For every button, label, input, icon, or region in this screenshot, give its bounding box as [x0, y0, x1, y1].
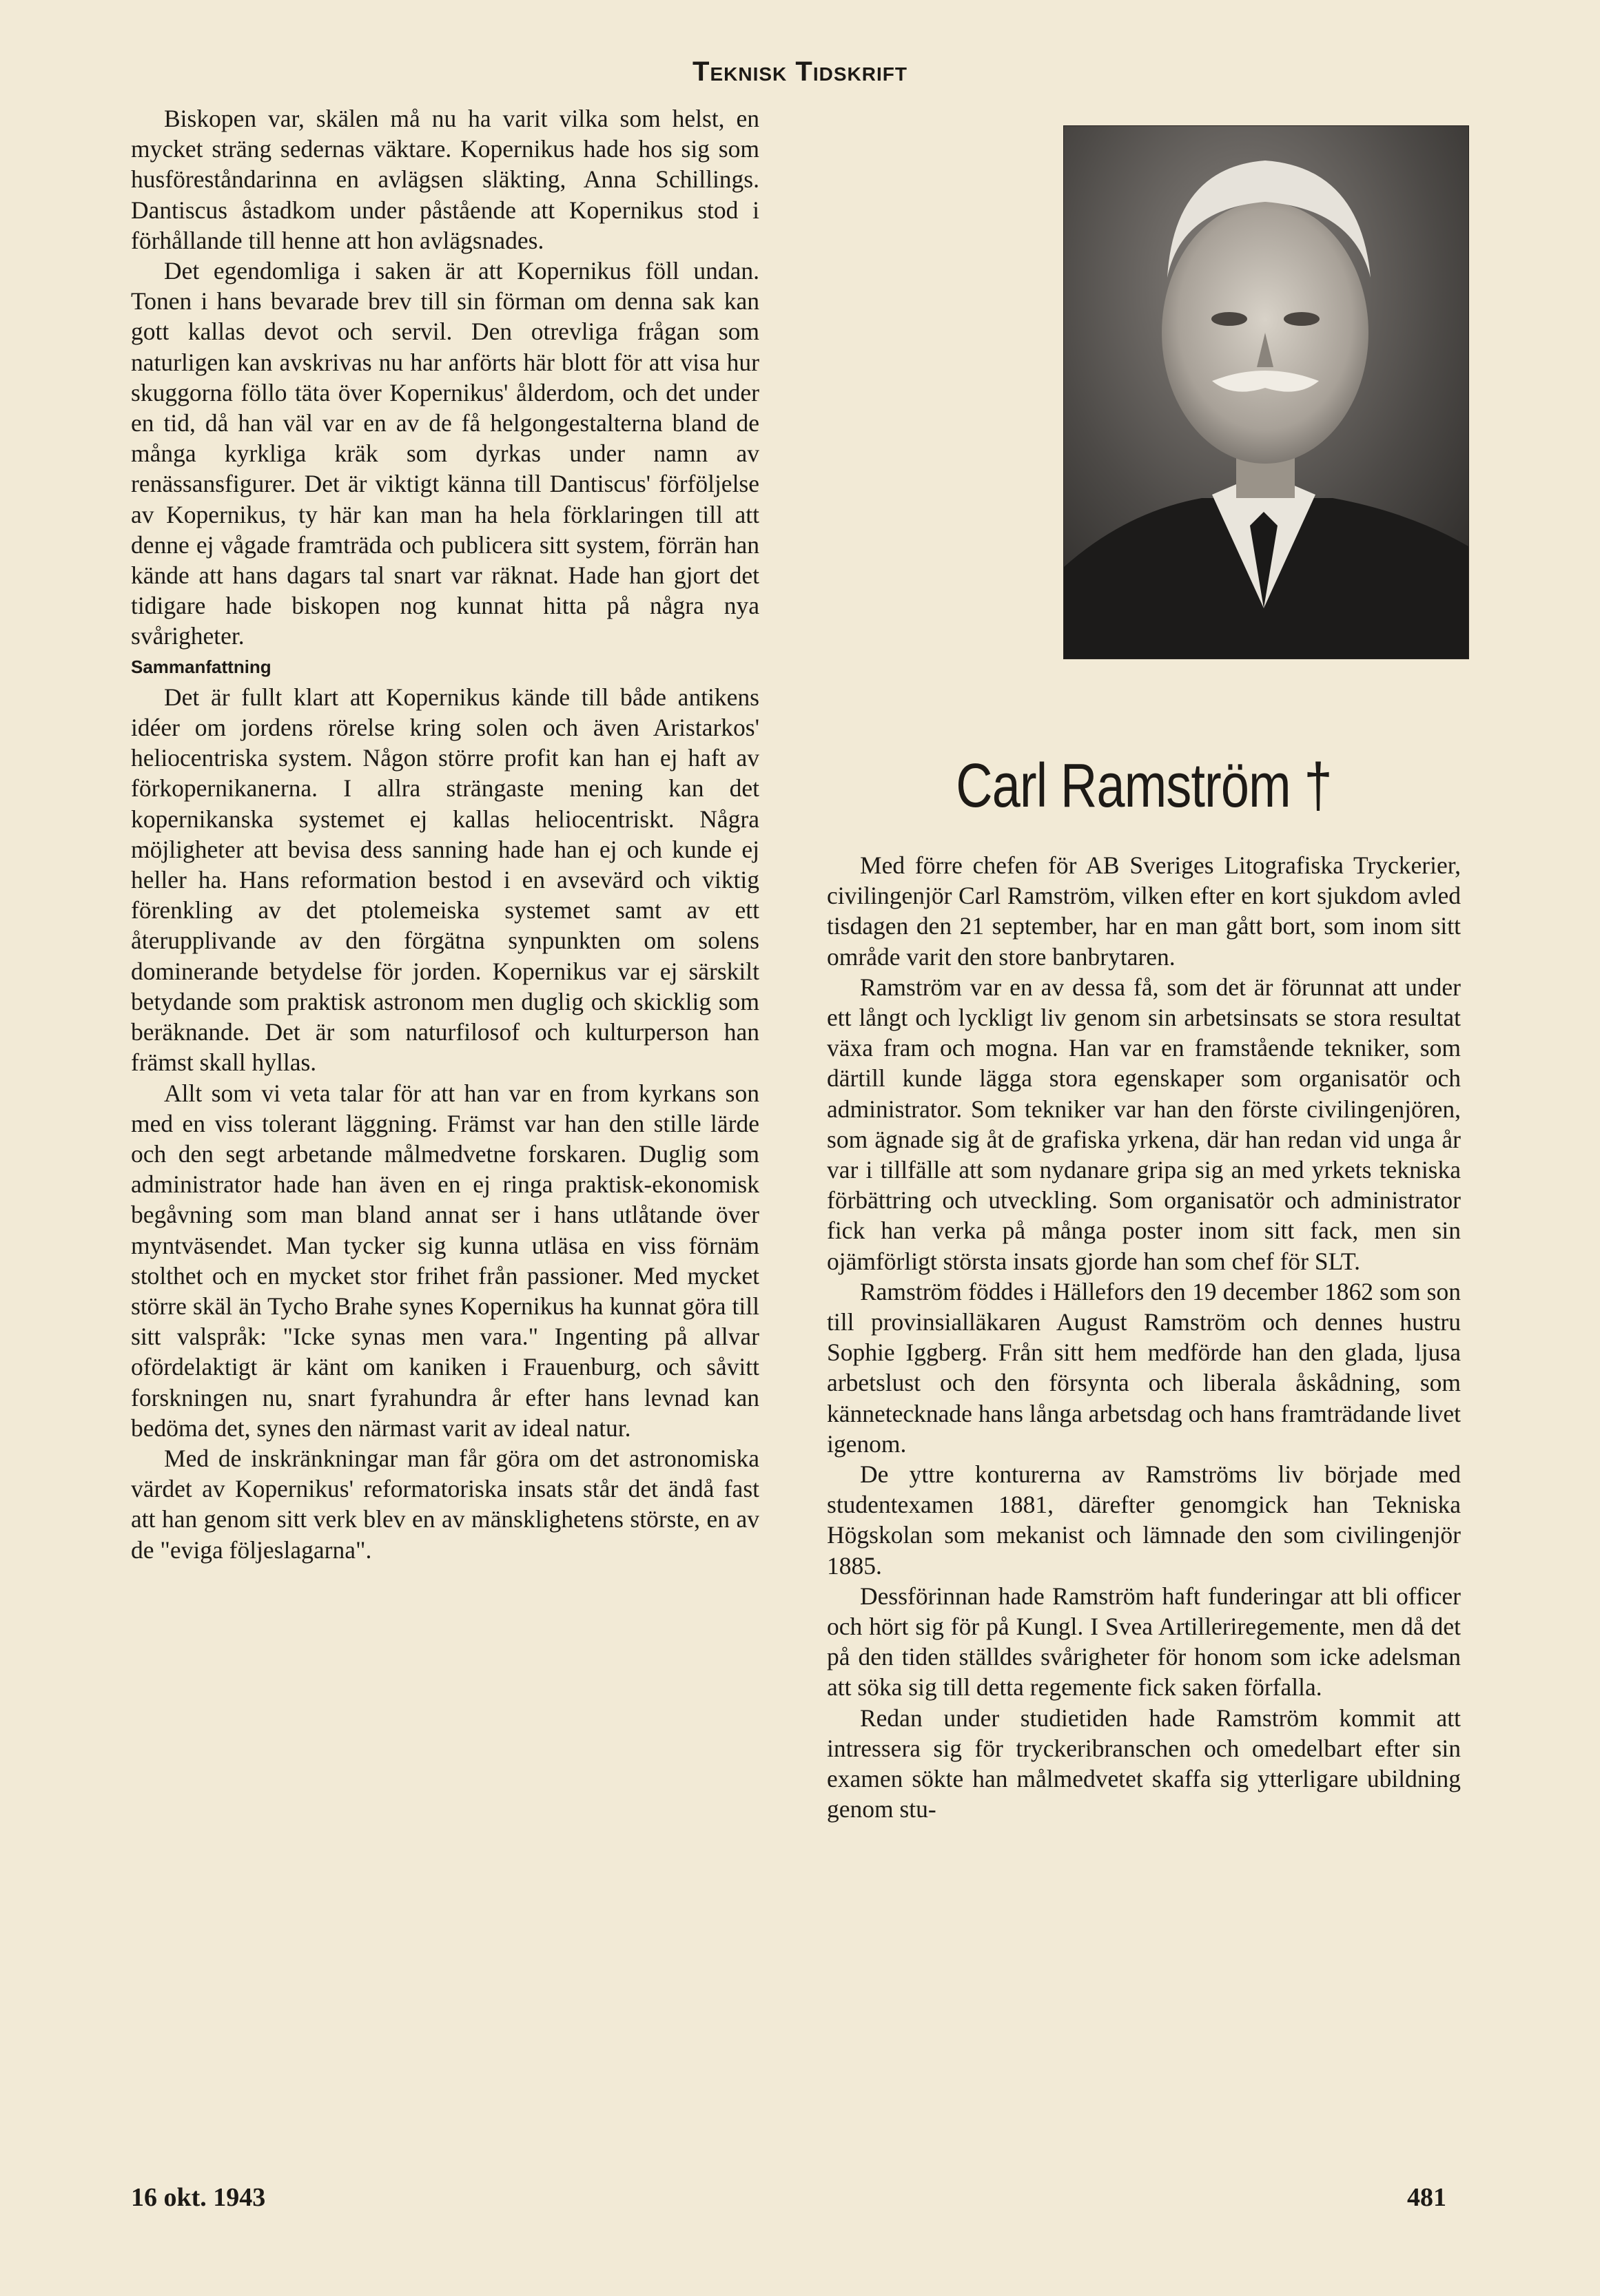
paragraph: Ramström föddes i Hällefors den 19 december 1862 som son till provinsialläkaren August Ramström och dennes hustru Sophie Iggberg. Från sitt hem medförde han den glada, ljusa arbetslust och den försynta och liberala åskådning, som kännetecknade hans långa arbetsdag och hans framträdande livet igenom. — [827, 1277, 1461, 1458]
paragraph: Allt som vi veta talar för att han var en from kyrkans son med en viss tolerant läggning. Främst var han den stille lärde och den segt arbetande målmedvetne forskaren. Duglig som administrator hade han även en ej ringa praktisk-ekonomisk begåvning som man bland annat ser i hans utlåtande över myntväsendet. Man tycker sig kunna utläsa en viss förnäm stolthet och en mycket stor frihet från passioner. Med mycket större skäl än Tycho Brahe synes Kopernikus ha kunnat göra till sitt valspråk: "Icke synas men vara." Ingenting på allvar ofördelaktigt är känt om kaniken i Frauenburg, och såvitt forskningen nu, snart fyrahundra år efter hans levnad kan bedöma det, synes den närmast varit av ideal natur. — [131, 1079, 759, 1442]
obituary-title: Carl Ramström † — [956, 752, 1332, 820]
paragraph: Med förre chefen för AB Sveriges Litografiska Tryckerier, civilingenjör Carl Ramström, vilken efter en kort sjukdom avled tisdagen den 21 september, har en man gått bort, som inom sitt område varit den store banbrytaren. — [827, 851, 1461, 971]
paragraph: Det är fullt klart att Kopernikus kände till både antikens idéer om jordens rörelse kring solen och även Aristarkos' heliocentriska system. Någon större profit kan han ej haft av förkopernikanerna. I allra strängaste mening kan det kopernikanska systemet ej kallas heliocentriskt. Några möjligheter att bevisa dess sanning hade han ej och kunde ej heller ha. Hans reformation bestod i en avsevärd och viktig förenkling av det ptolemeiska systemet samt av ett återupplivande av den förgätna synpunkten om solens dominerande betydelse för jorden. Kopernikus var ej särskilt betydande som praktisk astronom men duglig och skicklig som beräknande. Det är som naturfilosof och kulturperson han främst skall hyllas. — [131, 683, 759, 1077]
paragraph: Med de inskränkningar man får göra om det astronomiska värdet av Kopernikus' reformatoriska insats står det ändå fast att han genom sitt verk blev en av mänsklighetens störste, en av de "eviga följeslagarna". — [131, 1444, 759, 1564]
left-column — [131, 103, 759, 1565]
journal-header: Teknisk Tidskrift — [693, 56, 907, 87]
page-number: 481 — [1407, 2183, 1446, 2212]
footer-date: 16 okt. 1943 — [131, 2183, 266, 2212]
portrait-photo — [1063, 125, 1469, 659]
right-column — [827, 850, 1461, 1825]
paragraph: Dessförinnan hade Ramström haft funderingar att bli officer och hört sig för på Kungl. I Svea Artilleriregemente, men då det på den tiden ställdes svårigheter för honom som icke adelsman att söka sig till detta regemente fick saken förfalla. — [827, 1582, 1461, 1702]
paragraph: Biskopen var, skälen må nu ha varit vilka som helst, en mycket sträng sedernas väktare. Kopernikus hade hos sig som husföreståndarinna en avlägsen släkting, Anna Schillings. Dantiscus åstadkom under påstående att Kopernikus stod i förhållande till henne att hon avlägsnades. — [131, 105, 759, 254]
paragraph: Det egendomliga i saken är att Kopernikus föll undan. Tonen i hans bevarade brev till sin förman om denna sak kan gott kallas devot och servil. Den otrevliga frågan som naturligen kan avskrivas nu har anförts här blott för att visa hur skuggorna föllo täta över Kopernikus' ålderdom, och det under en tid, då han väl var en av de få helgongestalterna bland de många kyrkliga kräk som dyrkas under namn av renässansfigurer. Det är viktigt känna till Dantiscus' förföljelse av Kopernikus, ty här kan man ha hela förklaringen till att denne ej vågade framträda och publicera sitt system, förrän han kände att hans dagars tal snart var räknat. Hade han gjort det tidigare hade biskopen nog kunnat hitta på några nya svårigheter. — [131, 257, 759, 650]
paragraph: Redan under studietiden hade Ramström kommit att intressera sig för tryckeribranschen och omedelbart efter sin examen sökte han målmedvetet skaffa sig ytterligare ubildning genom stu- — [827, 1704, 1461, 1823]
paragraph: Ramström var en av dessa få, som det är förunnat att under ett långt och lyckligt liv genom sin arbetsinsats se stora resultat växa fram och mogna. Han var en framstående tekniker, som därtill kunde lägga stora egenskaper som organisatör och administrator. Som tekniker var han den förste civilingenjören, som ägnade sig åt de grafiska yrkena, där han redan vid unga år var i tillfälle att som nydanare gripa sig an med yrkets tekniska förbättring och utveckling. Som organisatör och administrator fick han verka på många poster inom sitt fack, men sin ojämförligt största insats gjorde han som chef för SLT. — [827, 973, 1461, 1275]
paragraph: De yttre konturerna av Ramströms liv började med studentexamen 1881, därefter genomgick han Tekniska Högskolan som mekanist och lämnade den som civilingenjör 1885. — [827, 1460, 1461, 1580]
section-heading: Sammanfattning — [131, 656, 271, 677]
